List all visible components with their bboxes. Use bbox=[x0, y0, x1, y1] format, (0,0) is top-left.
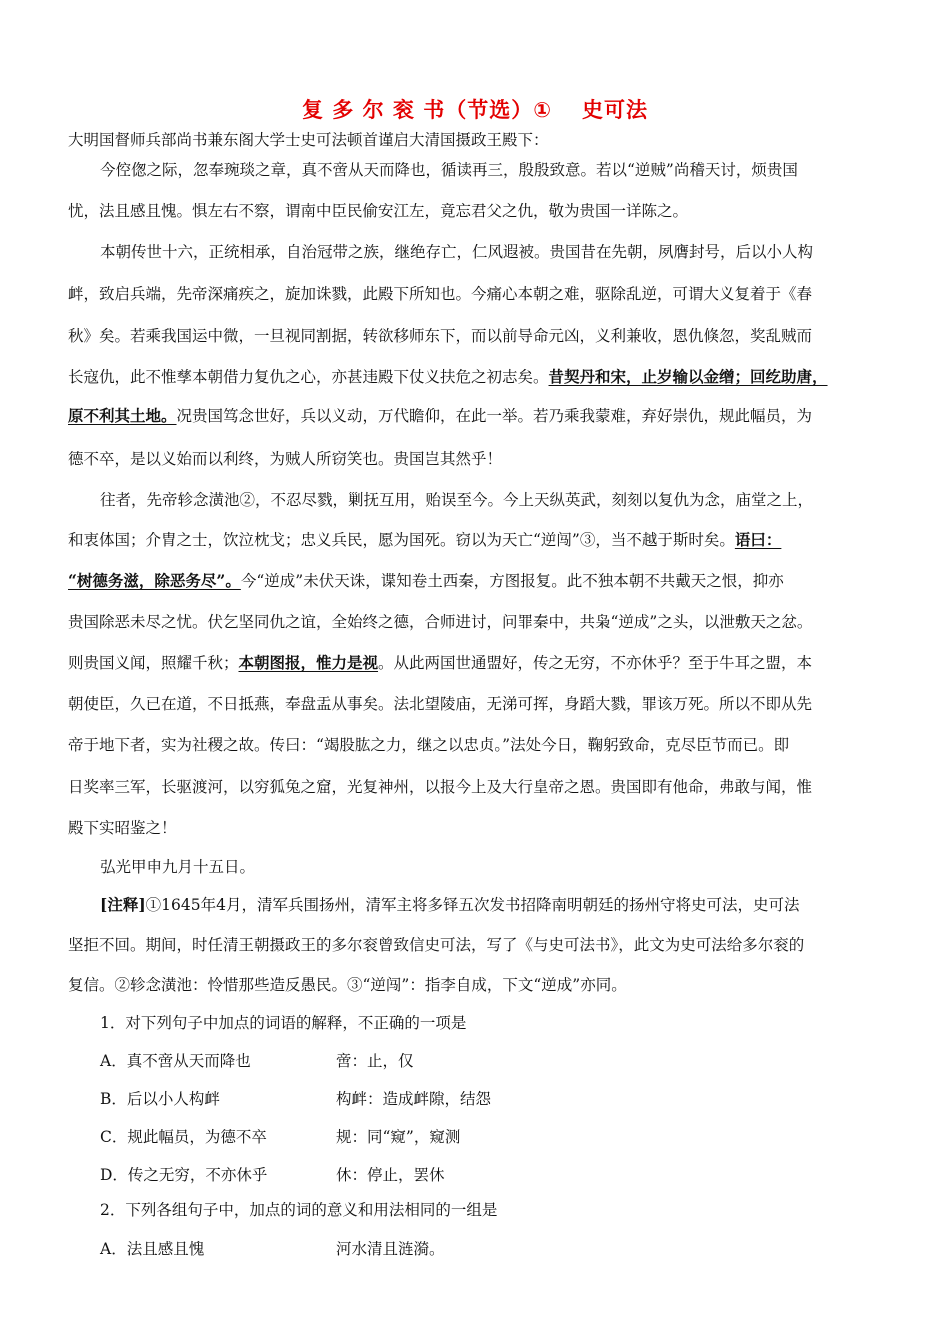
para3-line9: 殿下实昭鉴之！ bbox=[68, 819, 177, 837]
para2-line4 bbox=[68, 367, 828, 387]
q1-option-d-gloss: 休：停止，罢休 bbox=[336, 1166, 445, 1184]
question-2-stem: 2．下列各组句子中，加点的词的意义和用法相同的一组是 bbox=[100, 1201, 498, 1219]
q1-option-b: B．后以小人构衅 bbox=[100, 1090, 220, 1108]
para3-line8: 日奖率三军，长驱渡河，以穷狐兔之窟，光复神州，以报今上及大行皇帝之恩。贵国即有他命，弗敢与闻，惟 bbox=[68, 778, 813, 796]
para2-line4-text: 长寇仇，此不惟孳本朝借力复仇之心，亦甚违殿下仗义扶危之初志矣。 bbox=[68, 368, 549, 386]
note-line1-text: ①1645年4月，清军兵围扬州，清军主将多铎五次发书招降南明朝廷的扬州守将史可法，史可法 bbox=[145, 896, 800, 914]
para3-line5 bbox=[68, 653, 812, 673]
salutation: 大明国督师兵部尚书兼东阁大学士史可法顿首谨启大清国摄政王殿下： bbox=[68, 131, 549, 149]
q1-option-a-gloss: 啻：止，仅 bbox=[336, 1052, 414, 1070]
note-line2: 坚拒不回。期间，时任清王朝摄政王的多尔衮曾致信史可法，写了《与史可法书》，此文为史可法给多尔衮的 bbox=[68, 936, 805, 954]
para2-line3: 秋》矣。若乘我国运中微，一旦视同割据，转欲移师东下，而以前导命元凶，义利兼收，恩仇倏忽，奖乱贼而 bbox=[68, 327, 813, 345]
title-author: 史可法 bbox=[582, 98, 649, 122]
para3-line4: 贵国除恶未尽之忧。伏乞坚同仇之谊，全始终之德，合师进讨，问罪秦中，共枭“逆成”之头，以泄敷天之忿。 bbox=[68, 613, 813, 631]
para2-line2: 衅，致启兵端，先帝深痛疾之，旋加诛戮，此殿下所知也。今痛心本朝之难，驱除乱逆，可谓大义复着于《春 bbox=[68, 285, 813, 303]
q1-option-b-gloss: 构衅：造成衅隙，结怨 bbox=[336, 1090, 492, 1108]
para1-line2: 忧，法且感且愧。惧左右不察，谓南中臣民偷安江左，竟忘君父之仇，敬为贵国一详陈之。 bbox=[68, 202, 689, 220]
para3-line2 bbox=[68, 530, 781, 550]
para3-line3-text: 今“逆成”未伏天诛，谍知卷土西秦，方图报复。此不独本朝不共戴天之恨，抑亦 bbox=[240, 572, 784, 590]
q1-option-a: A．真不啻从天而降也 bbox=[100, 1052, 251, 1070]
q1-option-d: D．传之无穷，不亦休乎 bbox=[100, 1166, 268, 1184]
title-main: 复 多 尔 衮 书（节选）① bbox=[301, 98, 553, 122]
question-1-stem: 1．对下列句子中加点的词语的解释，不正确的一项是 bbox=[100, 1014, 467, 1032]
emphasis-quote-1: 昔契丹和宋，止岁输以金缯；回纥助唐， bbox=[548, 367, 828, 386]
q1-option-c: C．规此幅员，为德不卒 bbox=[100, 1128, 267, 1146]
emphasis-quote-2: 语曰： bbox=[734, 530, 782, 549]
para3-line2-text: 和衷体国；介胄之士，饮泣枕戈；忠义兵民，愿为国死。窃以为天亡“逆闯”③，当不越于斯时矣。 bbox=[68, 531, 735, 549]
emphasis-quote-2-end: “树德务滋，除恶务尽”。 bbox=[68, 571, 241, 590]
q2-option-a: A．法且感且愧 bbox=[100, 1240, 205, 1258]
para2-line5-text: 况贵国笃念世好，兵以义动，万代瞻仰，在此一举。若乃乘我蒙难，弃好崇仇，规此幅员，为 bbox=[176, 407, 813, 425]
emphasis-quote-1-end: 原不利其土地。 bbox=[68, 406, 177, 425]
note-label: [注释] bbox=[100, 895, 146, 914]
page-title bbox=[0, 94, 950, 124]
letter-date: 弘光甲申九月十五日。 bbox=[100, 858, 256, 876]
para3-line5-pre: 则贵国义闻，照耀千秋； bbox=[68, 654, 239, 672]
q2-option-a-gloss: 河水清且涟漪。 bbox=[336, 1240, 445, 1258]
para2-line1: 本朝传世十六，正统相承，自治冠带之族，继绝存亡，仁风遐被。贵国昔在先朝，夙膺封号，后以小人构 bbox=[100, 243, 814, 261]
para3-line5-post: 。从此两国世通盟好，传之无穷，不亦休乎？至于牛耳之盟，本 bbox=[378, 654, 813, 672]
para3-line7: 帝于地下者，实为社稷之故。传曰：“竭股肱之力，继之以忠贞。”法处今日，鞠躬致命，克尽臣节而已。即 bbox=[68, 736, 790, 754]
q1-option-c-gloss: 规：同“窥”，窥测 bbox=[336, 1128, 461, 1146]
para3-line1: 往者，先帝轸念潢池②，不忍尽戮，剿抚互用，贻误至今。今上天纵英武，刻刻以复仇为念，庙堂之上， bbox=[100, 491, 814, 509]
para2-line6: 德不卒，是以义始而以利终，为贼人所窃笑也。贵国岂其然乎！ bbox=[68, 450, 503, 468]
note-line3: 复信。②轸念潢池：怜惜那些造反愚民。③“逆闯”：指李自成，下文“逆成”亦同。 bbox=[68, 976, 627, 994]
emphasis-quote-3: 本朝图报，惟力是视 bbox=[238, 653, 379, 672]
para3-line6: 朝使臣，久已在道，不日抵燕，奉盘盂从事矣。法北望陵庙，无涕可挥，身蹈大戮，罪该万死。所以不即从先 bbox=[68, 695, 813, 713]
note-line1 bbox=[100, 895, 799, 915]
para2-line5 bbox=[68, 406, 812, 426]
para3-line3 bbox=[68, 571, 784, 591]
para1-line1: 今倥偬之际，忽奉琬琰之章，真不啻从天而降也，循读再三，殷殷致意。若以“逆贼”尚稽天讨，烦贵国 bbox=[100, 161, 798, 179]
